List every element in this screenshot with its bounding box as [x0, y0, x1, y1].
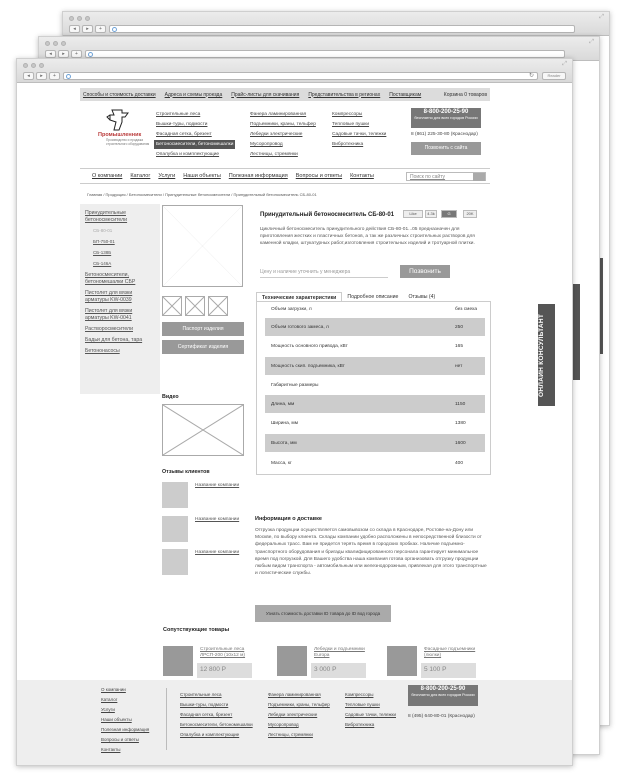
- nav-item[interactable]: Каталог: [130, 173, 151, 179]
- footer-link[interactable]: О компании: [101, 687, 126, 692]
- sidebar-subitem-active[interactable]: СБ-80-01: [93, 228, 113, 233]
- spec-row: Длина, мм 1150: [265, 395, 485, 413]
- footer-link[interactable]: Садовые тачки, тележки: [345, 712, 396, 717]
- catalog-link[interactable]: Вышки-туры, подмости: [156, 122, 208, 127]
- sidebar-item[interactable]: Растворосмесители: [85, 326, 133, 332]
- catalog-link[interactable]: Лестницы, стремянки: [250, 152, 298, 157]
- spec-row: Мощность основного привода, кВт 165: [271, 343, 464, 349]
- window-controls[interactable]: [23, 63, 44, 68]
- price-note: Цену и наличие уточнить у менеджера Позвонить: [260, 266, 388, 278]
- catalog-link[interactable]: Фанера ламинированная: [250, 112, 307, 117]
- resize-icon: ⤢: [599, 14, 604, 20]
- related-image[interactable]: [387, 646, 417, 676]
- footer-phone-number: 8-800-200-25-90: [420, 686, 466, 692]
- spec-row: Габаритные размеры: [271, 382, 319, 388]
- catalog-link[interactable]: Мусоропровод: [250, 142, 283, 147]
- catalog-link[interactable]: Фасадная сетка, брезент: [156, 132, 212, 137]
- search-button[interactable]: [473, 173, 485, 181]
- spec-row: Объем загрузки, л без смеха: [271, 306, 478, 312]
- address-bar[interactable]: [109, 25, 575, 33]
- logo-mark-icon: [98, 108, 138, 132]
- catalog-column-2: [248, 110, 318, 159]
- logo-title: Промышленник: [98, 132, 142, 138]
- tab-description[interactable]: Подробное описание: [347, 294, 399, 300]
- video-player[interactable]: [162, 404, 244, 456]
- footer-link[interactable]: Вышки-туры, подмости: [180, 702, 229, 707]
- regional-phone: 8 (861) 225-30-80 (Краснодар): [411, 132, 478, 137]
- window-controls[interactable]: [69, 16, 90, 21]
- new-tab-icon[interactable]: +: [49, 72, 60, 80]
- nav-item[interactable]: Контакты: [350, 173, 374, 179]
- catalog-link[interactable]: Подъемники, краны, тельфер: [250, 122, 316, 127]
- footer-column-1: [180, 690, 253, 740]
- web-page: [17, 84, 572, 765]
- site-logo[interactable]: [98, 108, 150, 146]
- product-image[interactable]: [162, 205, 243, 287]
- resize-icon: ⤢: [562, 61, 567, 67]
- footer-column-3: [345, 690, 396, 730]
- footer-divider: [166, 688, 167, 750]
- related-name-link[interactable]: Строительные леса ЛРСП-200 (10x12 м): [200, 647, 246, 658]
- footer-link[interactable]: Компрессоры: [345, 692, 374, 697]
- search-input[interactable]: [406, 172, 486, 181]
- footer-link[interactable]: Полезная информация: [101, 727, 150, 732]
- browser-chrome: [63, 12, 609, 36]
- call-button[interactable]: Позвонить: [400, 265, 450, 278]
- sidebar-item[interactable]: Принудительные бетоносмесители: [85, 210, 128, 223]
- address-bar[interactable]: [63, 72, 538, 80]
- review-avatar: [162, 516, 188, 542]
- top-link[interactable]: Адреса и схемы проезда: [164, 91, 223, 98]
- sidebar-item[interactable]: Бетоносмесители, бетономешалки СБР: [85, 272, 136, 285]
- minimize-icon: [31, 63, 36, 68]
- catalog-link[interactable]: Компрессоры: [332, 112, 363, 117]
- catalog-column-1: [154, 110, 235, 159]
- footer-link[interactable]: Вибротехника: [345, 722, 375, 727]
- catalog-link[interactable]: Лебедки электрические: [250, 132, 303, 137]
- related-price: 12 800 Р: [197, 663, 252, 678]
- nav-item[interactable]: О компании: [92, 173, 123, 179]
- catalog-column-3: [330, 110, 388, 149]
- review-company-link[interactable]: Название компании: [195, 517, 240, 522]
- top-link[interactable]: Представительства в регионах: [308, 91, 381, 98]
- page-footer: [17, 680, 572, 765]
- catalog-link[interactable]: Садовые тачки, тележки: [332, 132, 387, 137]
- footer-link[interactable]: Бетоносмесители, бетономешалки: [180, 722, 253, 727]
- top-links-bar: [80, 88, 490, 101]
- breadcrumb[interactable]: Главная / Продукция / Бетоносмесители / Принудительные бетоносмесители / Принудительный бетоносмеситель СБ-80-01: [87, 192, 317, 197]
- spec-row: Мощность скип. подъемника, кВт нет: [265, 357, 485, 375]
- resize-icon: ⤢: [589, 39, 594, 45]
- sidebar-item[interactable]: Пистолет для вязки арматуры KW-0041: [85, 308, 133, 321]
- footer-link[interactable]: Каталог: [101, 697, 118, 702]
- footer-link[interactable]: Лебедки электрические: [268, 712, 318, 717]
- product-title: Принудительный бетоносмеситель СБ-80-01: [260, 212, 395, 218]
- browser-chrome: [17, 59, 572, 83]
- related-price: 5 100 Р: [421, 663, 476, 678]
- related-image[interactable]: [277, 646, 307, 676]
- gplus-count: 20K: [463, 210, 477, 218]
- footer-link[interactable]: Опалубка и комплектующие: [180, 732, 240, 737]
- nav-item[interactable]: Наши объекты: [183, 173, 221, 179]
- footer-regional-phone: 8 (495) 640-80-01 (Краснодар): [408, 714, 475, 719]
- review-company-link[interactable]: Название компании: [195, 483, 240, 488]
- catalog-link-selected[interactable]: Бетоносмесители, бетономешалки: [156, 142, 234, 147]
- top-link[interactable]: Прайс-листы для скачивания: [231, 91, 300, 98]
- footer-link[interactable]: Подъемники, краны, тельфер: [268, 702, 330, 707]
- globe-icon: [66, 74, 71, 79]
- phone-box: [411, 108, 481, 128]
- catalog-link[interactable]: Тепловые пушки: [332, 122, 370, 127]
- search-placeholder: Поиск по сайту: [410, 174, 446, 180]
- related-name-link[interactable]: Лебедки и подъемники Europa: [314, 647, 365, 658]
- nav-item[interactable]: Вопросы и ответы: [295, 173, 343, 179]
- main-nav: [80, 168, 490, 184]
- sidebar-subitem[interactable]: БП-750-01: [93, 239, 115, 244]
- sidebar-item[interactable]: Пистолет для вязки арматуры KW-0039: [85, 290, 133, 303]
- footer-link[interactable]: Контакты: [101, 747, 121, 752]
- catalog-link[interactable]: Опалубка и комплектующие: [156, 152, 220, 157]
- nav-item[interactable]: Услуги: [158, 173, 176, 179]
- footer-column-nav: [101, 685, 149, 755]
- review-avatar: [162, 482, 188, 508]
- delivery-cost-button[interactable]: Узнать стоимость доставки ID товара до ID вод города: [255, 605, 391, 622]
- phone-number: 8-800-200-25-90: [423, 109, 469, 115]
- footer-link[interactable]: Вопросы и ответы: [101, 737, 139, 742]
- spec-row: Высота, мм 1600: [265, 434, 485, 452]
- certificate-button[interactable]: Сертификат изделия: [162, 340, 244, 354]
- footer-phone-note: бесплатно для всех городов России: [411, 693, 475, 697]
- facebook-like-button[interactable]: Like: [403, 210, 423, 218]
- footer-link[interactable]: Мусоропровод: [268, 722, 299, 727]
- footer-link[interactable]: Услуги: [101, 707, 115, 712]
- nav-buttons[interactable]: ◂ ▸ +: [45, 50, 82, 58]
- maximize-icon: [39, 63, 44, 68]
- top-link[interactable]: Поставщикам: [389, 91, 422, 98]
- product-thumbnail[interactable]: [162, 296, 182, 316]
- close-icon: [23, 63, 28, 68]
- phone-note: бесплатно для всех городов России: [414, 116, 478, 120]
- tab-specs[interactable]: Технические характеристики: [256, 292, 342, 302]
- related-price: 3 000 Р: [311, 663, 366, 678]
- logo-subtitle: Производство и продажа строительного оборудования: [106, 138, 150, 146]
- footer-link[interactable]: Фанера ламинированная: [268, 692, 321, 697]
- passport-button[interactable]: Паспорт изделия: [162, 322, 244, 336]
- forward-icon[interactable]: ▸: [36, 72, 47, 80]
- related-image[interactable]: [163, 646, 193, 676]
- address-bar[interactable]: [85, 50, 565, 58]
- related-title: Сопутствующие товары: [163, 627, 230, 633]
- online-consultant-tab[interactable]: ОНЛАЙН КОНСУЛЬТАНТ: [538, 304, 555, 406]
- footer-link[interactable]: Строительные леса: [180, 692, 222, 697]
- footer-link[interactable]: Фасадная сетка, брезент: [180, 712, 233, 717]
- specs-table: [256, 301, 491, 475]
- product-thumbnail[interactable]: [208, 296, 228, 316]
- footer-link[interactable]: Лестницы, стремянки: [268, 732, 313, 737]
- category-sidebar: [80, 204, 160, 394]
- nav-buttons[interactable]: ◂ ▸ +: [69, 25, 106, 33]
- footer-phone-box: [408, 685, 478, 706]
- footer-link[interactable]: Наши объекты: [101, 717, 132, 722]
- related-name-link[interactable]: Фасадные подъемники (люлки): [424, 647, 476, 658]
- delivery-title: Информация о доставке: [255, 516, 322, 522]
- sidebar-subitem[interactable]: СБ-138Б: [93, 250, 112, 255]
- reviews-title: Отзывы клиентов: [162, 469, 210, 475]
- reader-button[interactable]: Reader: [542, 72, 566, 80]
- catalog-link[interactable]: Строительные леса: [156, 112, 201, 117]
- sidebar-item[interactable]: Бадьи для бетона, тара: [85, 337, 143, 343]
- cart-link[interactable]: Корзина 0 товаров: [443, 91, 487, 98]
- nav-buttons[interactable]: [23, 72, 60, 80]
- back-icon[interactable]: ◂: [23, 72, 34, 80]
- sidebar-item[interactable]: Бетононасосы: [85, 348, 120, 354]
- spec-row: Ширина, мм 1380: [271, 420, 466, 426]
- nav-item[interactable]: Полезная информация: [228, 173, 288, 179]
- spec-row: Масса, кг 400: [271, 460, 464, 466]
- footer-link[interactable]: Тепловые пушки: [345, 702, 380, 707]
- product-thumbnail[interactable]: [185, 296, 205, 316]
- reload-icon[interactable]: ↻: [528, 73, 534, 79]
- browser-window-front: [16, 58, 573, 766]
- spec-row: Объем готового замеса, л 250: [265, 318, 485, 336]
- sidebar-subitem[interactable]: СБ-146А: [93, 261, 112, 266]
- review-company-link[interactable]: Название компании: [195, 550, 240, 555]
- product-description: Цикличный бетоносмеситель принудительного действия СБ-80-01...05 предназначен для приготовления жестких и пластичных бетонов, а так же различных строительных растворов для каменной кладки, штукатурных работ,изготовления строительных изделий и тротуарной плитки.: [260, 227, 475, 246]
- window-controls[interactable]: [45, 41, 66, 46]
- top-link[interactable]: Способы и стоимость доставки: [83, 91, 156, 98]
- like-count: 4.3k: [425, 210, 437, 218]
- tab-reviews[interactable]: Отзывы (4): [408, 294, 436, 300]
- video-title: Видео: [162, 394, 179, 400]
- call-from-site-button[interactable]: Позвонить с сайта: [411, 142, 481, 155]
- delivery-text: Отгрузка продукции осуществляется самовывозом со склада в Краснодаре, Ростове-на-Дону или Москве, по выбору клиента. Склады компании удобно расположены в непосредственной близости от федеральных трасс. Вам не придется терять время в городских пробках. Наличие подъемно-транспортного оборудования и бригады квалифицированного персонала гарантирует минимальное время под погрузкой. Для Вашего удобства наша компания готова организовать отгрузку продукции любым видом транспорта - автомобильным или железнодорожным, привлекая для этого транспортные и логистические службы.: [255, 528, 487, 577]
- catalog-link[interactable]: Вибротехника: [332, 142, 364, 147]
- review-avatar: [162, 549, 188, 575]
- gplus-button[interactable]: G: [441, 210, 457, 218]
- footer-column-2: [268, 690, 330, 740]
